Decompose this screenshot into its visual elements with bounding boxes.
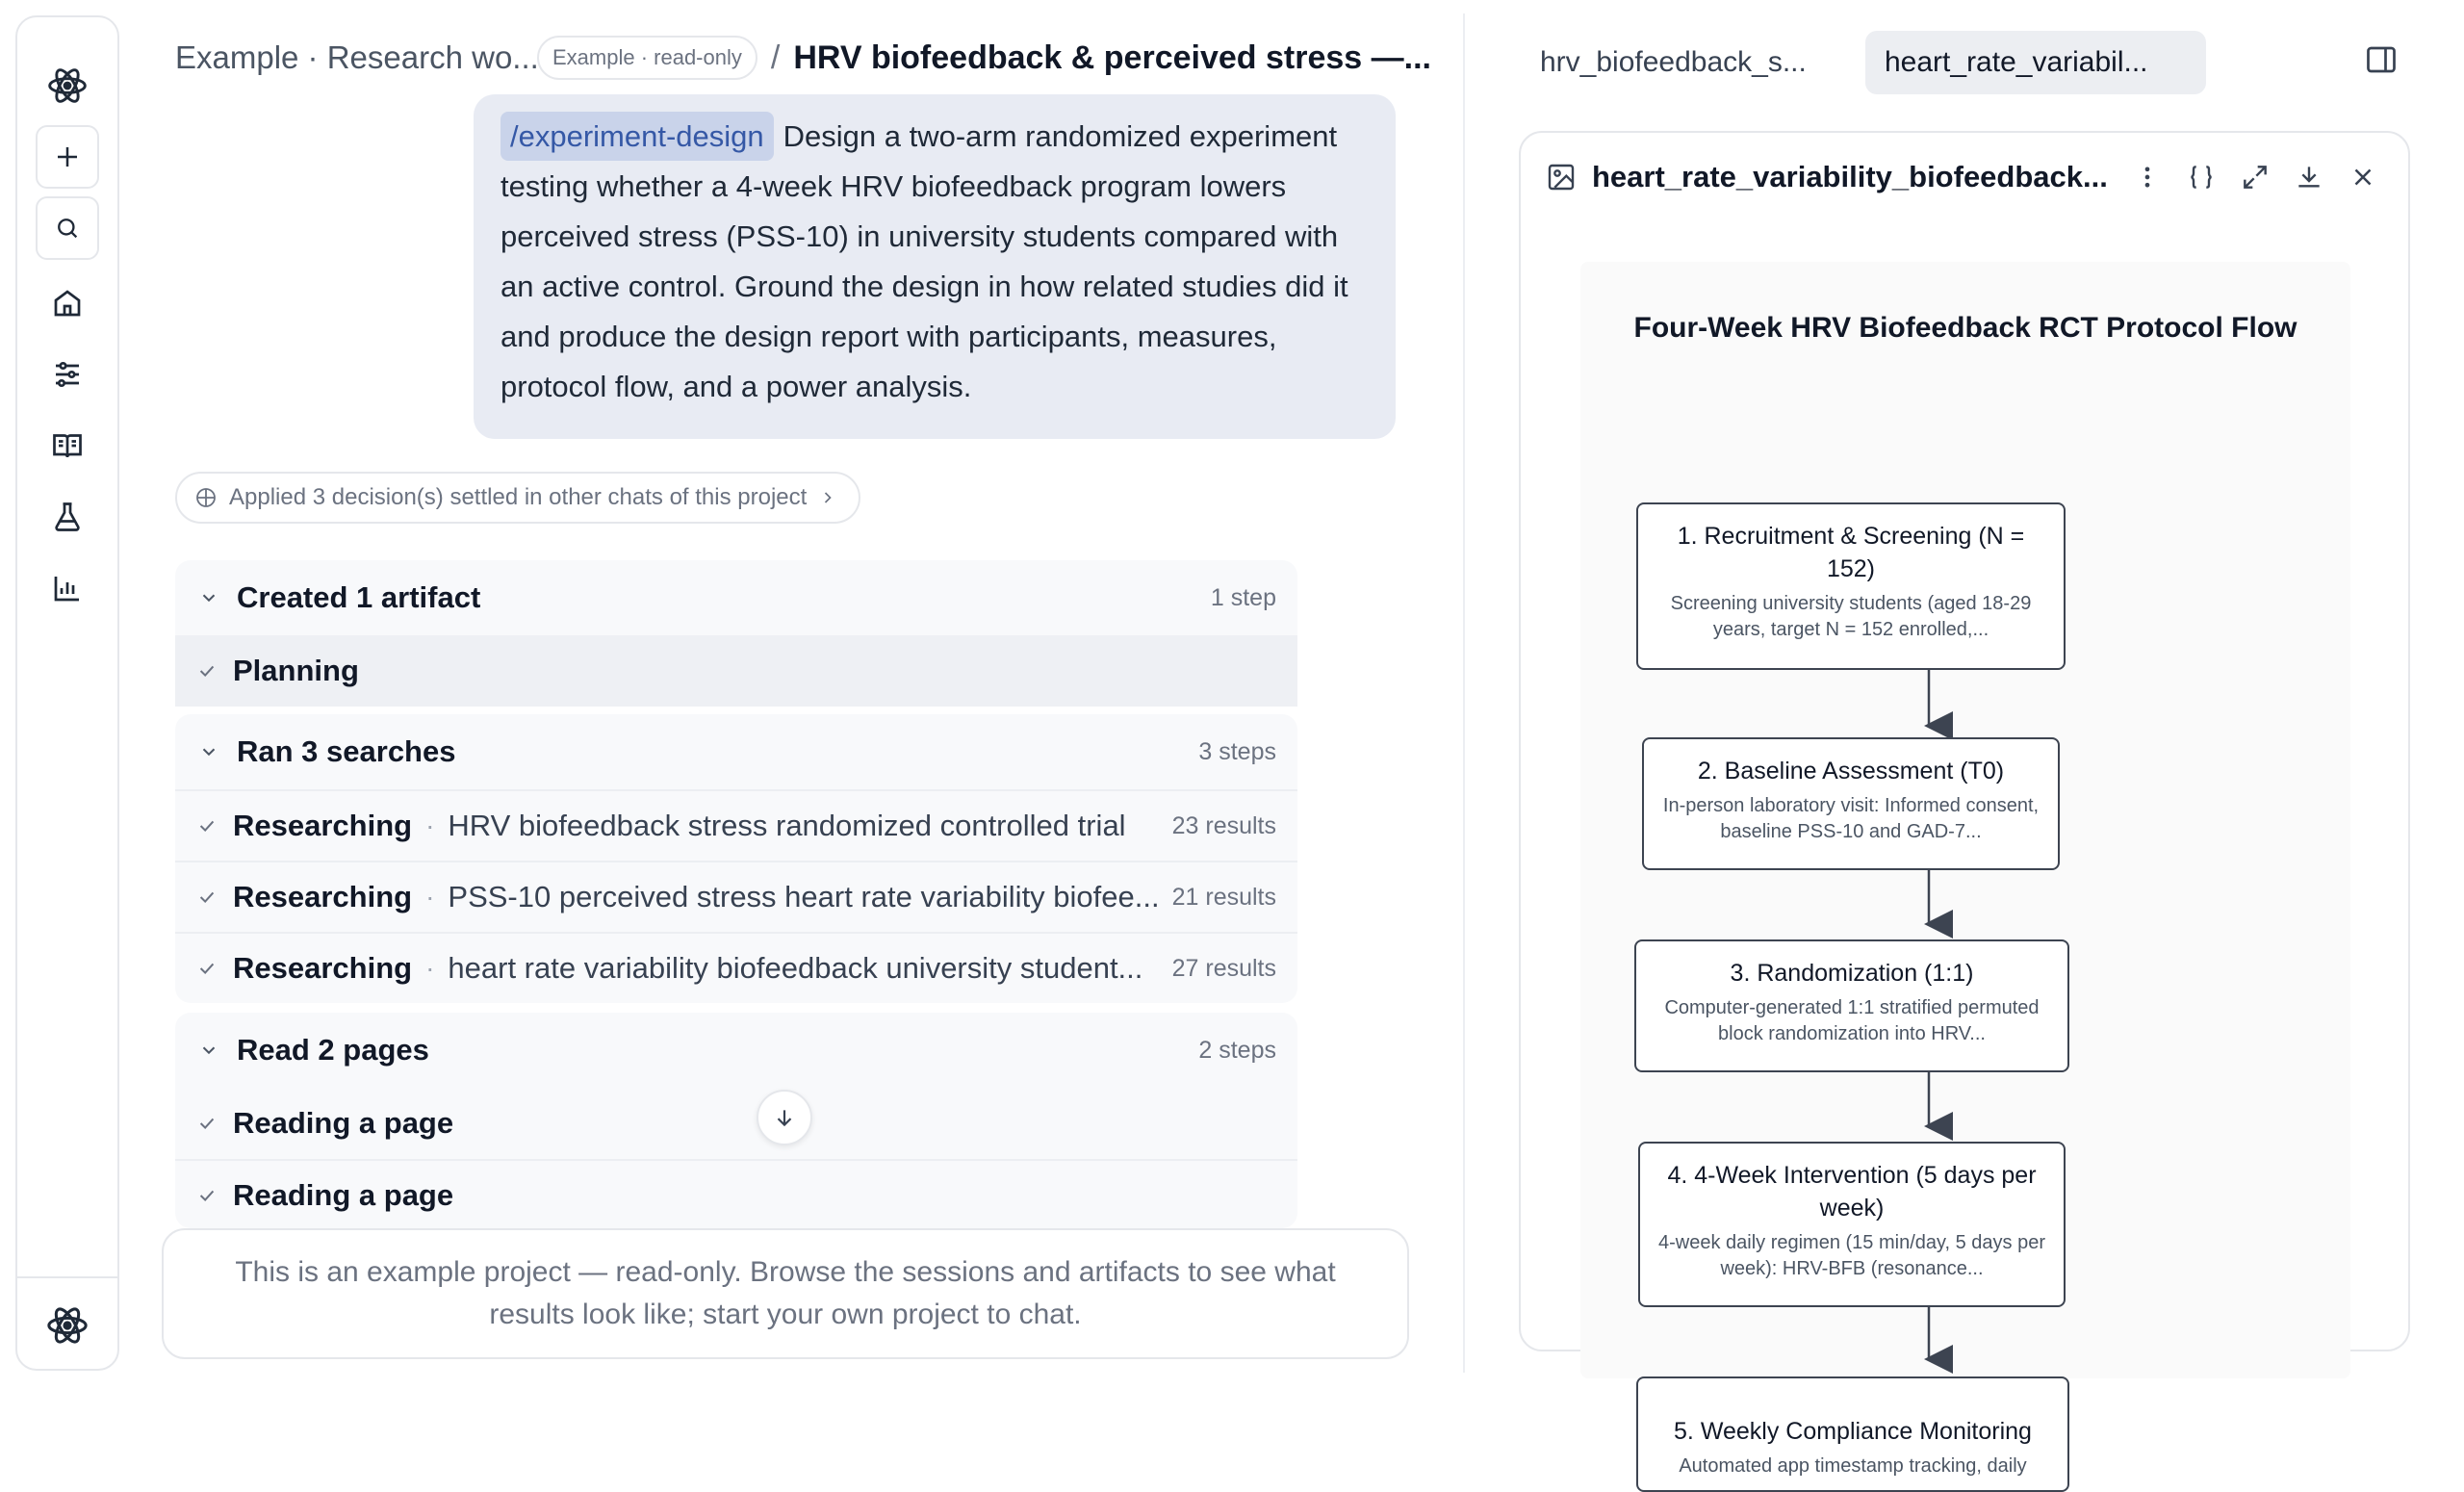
- result-count: 21 results: [1171, 883, 1276, 911]
- step-row[interactable]: [175, 1088, 1297, 1159]
- step-label: Reading a page: [233, 1178, 454, 1212]
- step-count: 3 steps: [1198, 737, 1276, 765]
- step-label: Planning: [233, 654, 359, 687]
- step-group-header[interactable]: [175, 714, 1297, 789]
- flow-node-compliance: [1636, 1376, 2069, 1492]
- search-button[interactable]: [36, 196, 99, 260]
- atom-logo-icon[interactable]: [36, 54, 99, 117]
- chevron-right-icon: [818, 488, 837, 507]
- dot-separator: ·: [425, 882, 435, 912]
- flow-node-title: 5. Weekly Compliance Monitoring: [1674, 1418, 2032, 1445]
- message-text: Design a two-arm randomized experiment testing whether a 4-week HRV biofeedback program lowers perceived stress (PSS-10) in university students compared with an active control. Ground the design in how related studies did it and produce the design report with participants, measures, protocol flow, and a power analysis.: [500, 119, 1348, 403]
- toggle-panel-icon[interactable]: [2364, 42, 2399, 77]
- step-row[interactable]: [175, 635, 1297, 707]
- tab-label: heart_rate_variabil...: [1885, 46, 2148, 78]
- left-rail: [15, 15, 119, 1371]
- search-query: PSS-10 perceived stress heart rate variability biofee...: [448, 880, 1160, 913]
- account-atom-icon[interactable]: [36, 1294, 99, 1357]
- user-message: [474, 94, 1396, 439]
- tab-heart-rate-variability[interactable]: [1865, 31, 2206, 94]
- flow-node-title: 3. Randomization (1:1): [1730, 960, 1974, 987]
- check-icon: [196, 660, 218, 682]
- arrow-down-icon: [772, 1105, 797, 1130]
- new-chat-button[interactable]: [36, 125, 99, 189]
- code-braces-icon[interactable]: [2181, 154, 2221, 200]
- applied-decisions-label: Applied 3 decision(s) settled in other chats of this project: [229, 484, 808, 510]
- search-query: HRV biofeedback stress randomized controlled trial: [448, 809, 1126, 842]
- result-count: 27 results: [1171, 954, 1276, 982]
- tab-hrv-biofeedback[interactable]: [1521, 31, 1829, 94]
- flow-node-recruitment: [1636, 502, 2066, 670]
- read-only-notice-text: This is an example project — read-only. Browse the sessions and artifacts to see what results look like; start your own project to chat.: [235, 1256, 1336, 1330]
- flow-node-desc: In-person laboratory visit: Informed consent, baseline PSS-10 and GAD-7...: [1662, 795, 2040, 842]
- step-group-searches: [175, 714, 1297, 1003]
- more-options-icon[interactable]: [2127, 154, 2168, 200]
- step-group-header[interactable]: [175, 1013, 1297, 1088]
- step-group-title: Read 2 pages: [237, 1033, 429, 1067]
- command-chip: /experiment-design: [500, 112, 774, 161]
- search-step-row[interactable]: [175, 932, 1297, 1003]
- step-row[interactable]: [175, 1159, 1297, 1230]
- check-icon: [196, 958, 218, 979]
- step-group-artifact: [175, 560, 1297, 705]
- flow-title: Four-Week HRV Biofeedback RCT Protocol Flow: [1633, 312, 2297, 344]
- search-step-row[interactable]: [175, 861, 1297, 932]
- flow-node-desc: Computer-generated 1:1 stratified permuted block randomization into HRV...: [1664, 997, 2040, 1044]
- step-label: Researching: [233, 809, 413, 842]
- rail-divider: [17, 1276, 117, 1278]
- flow-node-title: 2. Baseline Assessment (T0): [1697, 758, 2005, 785]
- step-group-title: Ran 3 searches: [237, 734, 456, 768]
- step-group-pages: [175, 1013, 1297, 1228]
- search-step-row[interactable]: [175, 789, 1297, 861]
- globe-icon: [194, 486, 218, 509]
- applied-decisions-chip[interactable]: [175, 472, 860, 524]
- dot-separator: ·: [425, 810, 435, 840]
- flow-node-intervention: [1638, 1142, 2066, 1307]
- flask-icon[interactable]: [36, 485, 99, 549]
- download-icon[interactable]: [2289, 154, 2329, 200]
- check-icon: [196, 1185, 218, 1206]
- book-icon[interactable]: [36, 414, 99, 477]
- panel-divider[interactable]: [1463, 13, 1465, 1373]
- step-label: Reading a page: [233, 1106, 454, 1140]
- chevron-down-icon: [198, 587, 219, 608]
- flow-node-desc: 4-week daily regimen (15 min/day, 5 days per week): HRV-BFB (resonance...: [1657, 1232, 2046, 1279]
- step-group-header[interactable]: [175, 560, 1297, 635]
- flow-node-title: 4. 4-Week Intervention (5 days per week): [1667, 1162, 2037, 1222]
- sliders-icon[interactable]: [36, 343, 99, 406]
- home-icon[interactable]: [36, 271, 99, 335]
- tab-label: hrv_biofeedback_s...: [1540, 46, 1807, 78]
- chat-title[interactable]: HRV biofeedback & perceived stress —...: [793, 39, 1431, 76]
- search-query: heart rate variability biofeedback university student...: [448, 951, 1143, 985]
- dot-separator: ·: [425, 953, 435, 983]
- artifact-name: heart_rate_variability_biofeedback...: [1592, 160, 2108, 193]
- read-only-notice: [162, 1228, 1409, 1359]
- bar-chart-icon[interactable]: [36, 556, 99, 620]
- step-group-title: Created 1 artifact: [237, 580, 481, 614]
- breadcrumb: [175, 33, 1431, 83]
- check-icon: [196, 815, 218, 836]
- flow-diagram: [1580, 262, 2350, 1477]
- check-icon: [196, 1113, 218, 1134]
- artifact-toolbar: [2127, 154, 2383, 200]
- step-label: Researching: [233, 880, 413, 913]
- step-label: Researching: [233, 951, 413, 985]
- flow-node-title: 1. Recruitment & Screening (N = 152): [1677, 523, 2025, 582]
- breadcrumb-project[interactable]: Example · Research wo...: [175, 39, 539, 75]
- chevron-down-icon: [198, 1040, 219, 1061]
- flow-node-randomization: [1634, 939, 2069, 1072]
- flow-node-desc: Screening university students (aged 18-29 years, target N = 152 enrolled,...: [1670, 593, 2032, 640]
- step-count: 1 step: [1210, 583, 1276, 611]
- read-only-badge: Example · read-only: [537, 36, 757, 80]
- flow-node-baseline: [1642, 737, 2060, 870]
- expand-icon[interactable]: [2235, 154, 2275, 200]
- scroll-to-bottom-button[interactable]: [757, 1090, 812, 1145]
- artifact-viewer: [1519, 131, 2410, 1477]
- close-icon[interactable]: [2343, 154, 2383, 200]
- flow-node-desc: Automated app timestamp tracking, daily: [1679, 1455, 2027, 1477]
- breadcrumb-separator: /: [770, 39, 781, 76]
- image-icon: [1546, 162, 1577, 193]
- chevron-down-icon: [198, 741, 219, 762]
- step-count: 2 steps: [1198, 1036, 1276, 1064]
- result-count: 23 results: [1171, 811, 1276, 839]
- check-icon: [196, 887, 218, 908]
